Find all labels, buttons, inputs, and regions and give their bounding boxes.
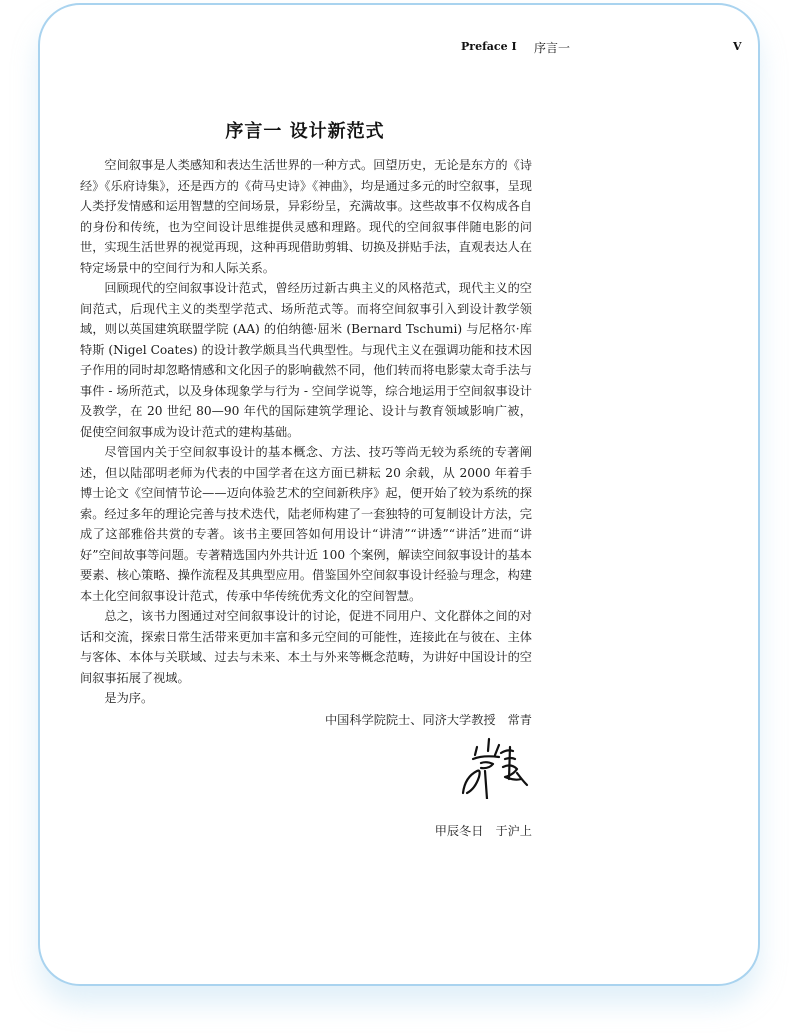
page-number: V bbox=[733, 40, 742, 53]
date-place: 于沪上 bbox=[495, 824, 532, 838]
page-title: 序言一 设计新范式 bbox=[225, 121, 385, 142]
paragraph: 空间叙事是人类感知和表达生活世界的一种方式。回望历史，无论是东方的《诗经》《乐府诗集》，还是西方的《荷马史诗》《神曲》，均是通过多元的时空叙事，呈现人类抒发情感和运用智慧的空间场景，异彩纷呈，充满故事。这些故事不仅构成各自的身份和传统，也为空间设计思维提供灵感和理路。现代的空间叙事伴随电影的问世，实现生活世界的视觉再现，这种再现借助剪辑、切换及拼贴手法，直观表达人在特定场景中的空间行为和人际关系。 bbox=[80, 158, 532, 275]
running-head-chinese: 序言一 bbox=[534, 41, 571, 55]
handwritten-signature bbox=[455, 733, 535, 799]
author-affiliation: 中国科学院院士、同济大学教授 bbox=[325, 713, 496, 727]
paragraph: 是为序。 bbox=[104, 691, 154, 705]
date-line bbox=[80, 822, 532, 839]
body-text bbox=[80, 155, 532, 709]
author-name: 常青 bbox=[507, 713, 532, 727]
running-head-english: Preface I bbox=[461, 40, 517, 53]
paragraph: 总之，该书力图通过对空间叙事设计的讨论，促进不同用户、文化群体之间的对话和交流，探索日常生活带来更加丰富和多元空间的可能性，连接此在与彼在、主体与客体、本体与关联域、过去与未来、本土与外来等概念范畴，为讲好中国设计的空间叙事拓展了视域。 bbox=[80, 609, 532, 685]
date-time: 甲辰冬日 bbox=[434, 824, 484, 838]
running-head bbox=[0, 40, 800, 56]
paragraph: 回顾现代的空间叙事设计范式，曾经历过新古典主义的风格范式，现代主义的空间范式，后现代主义的类型学范式、场所范式等。而将空间叙事引入到设计教学领域，则以英国建筑联盟学院 (AA) 的伯纳德·屈米 (Bernard Tschumi) 与尼格尔·库特斯 (Nigel Coates) 的设计教学颇具当代典型性。与现代主义在强调功能和技术因子作用的同时却忽略情感和文化因子的影响截然不同，他们转而将电影蒙太奇手法与事件 - 场所范式，以及身体现象学与行为 - 空间学说等，综合地运用于空间叙事设计及教学，在 20 世纪 80—90 年代的国际建筑学理论、设计与教育领域影响广被，促使空间叙事成为设计范式的建构基础。 bbox=[80, 281, 532, 439]
author-attribution bbox=[80, 711, 532, 728]
paragraph: 尽管国内关于空间叙事设计的基本概念、方法、技巧等尚无较为系统的专著阐述，但以陆邵明老师为代表的中国学者在这方面已耕耘 20 余载，从 2000 年着手博士论文《空间情节论——迈向体验艺术的空间新秩序》起，便开始了较为系统的探索。经过多年的理论完善与技术迭代，陆老师构建了一套独特的可复制设计方法，完成了这部雅俗共赏的专著。该书主要回答如何用设计“讲清”“讲透”“讲活”进而“讲好”空间故事等问题。专著精选国内外共计近 100 个案例，解读空间叙事设计的基本要素、核心策略、操作流程及其典型应用。借鉴国外空间叙事设计经验与理念，构建本土化空间叙事设计范式，传承中华传统优秀文化的空间智慧。 bbox=[80, 445, 532, 603]
